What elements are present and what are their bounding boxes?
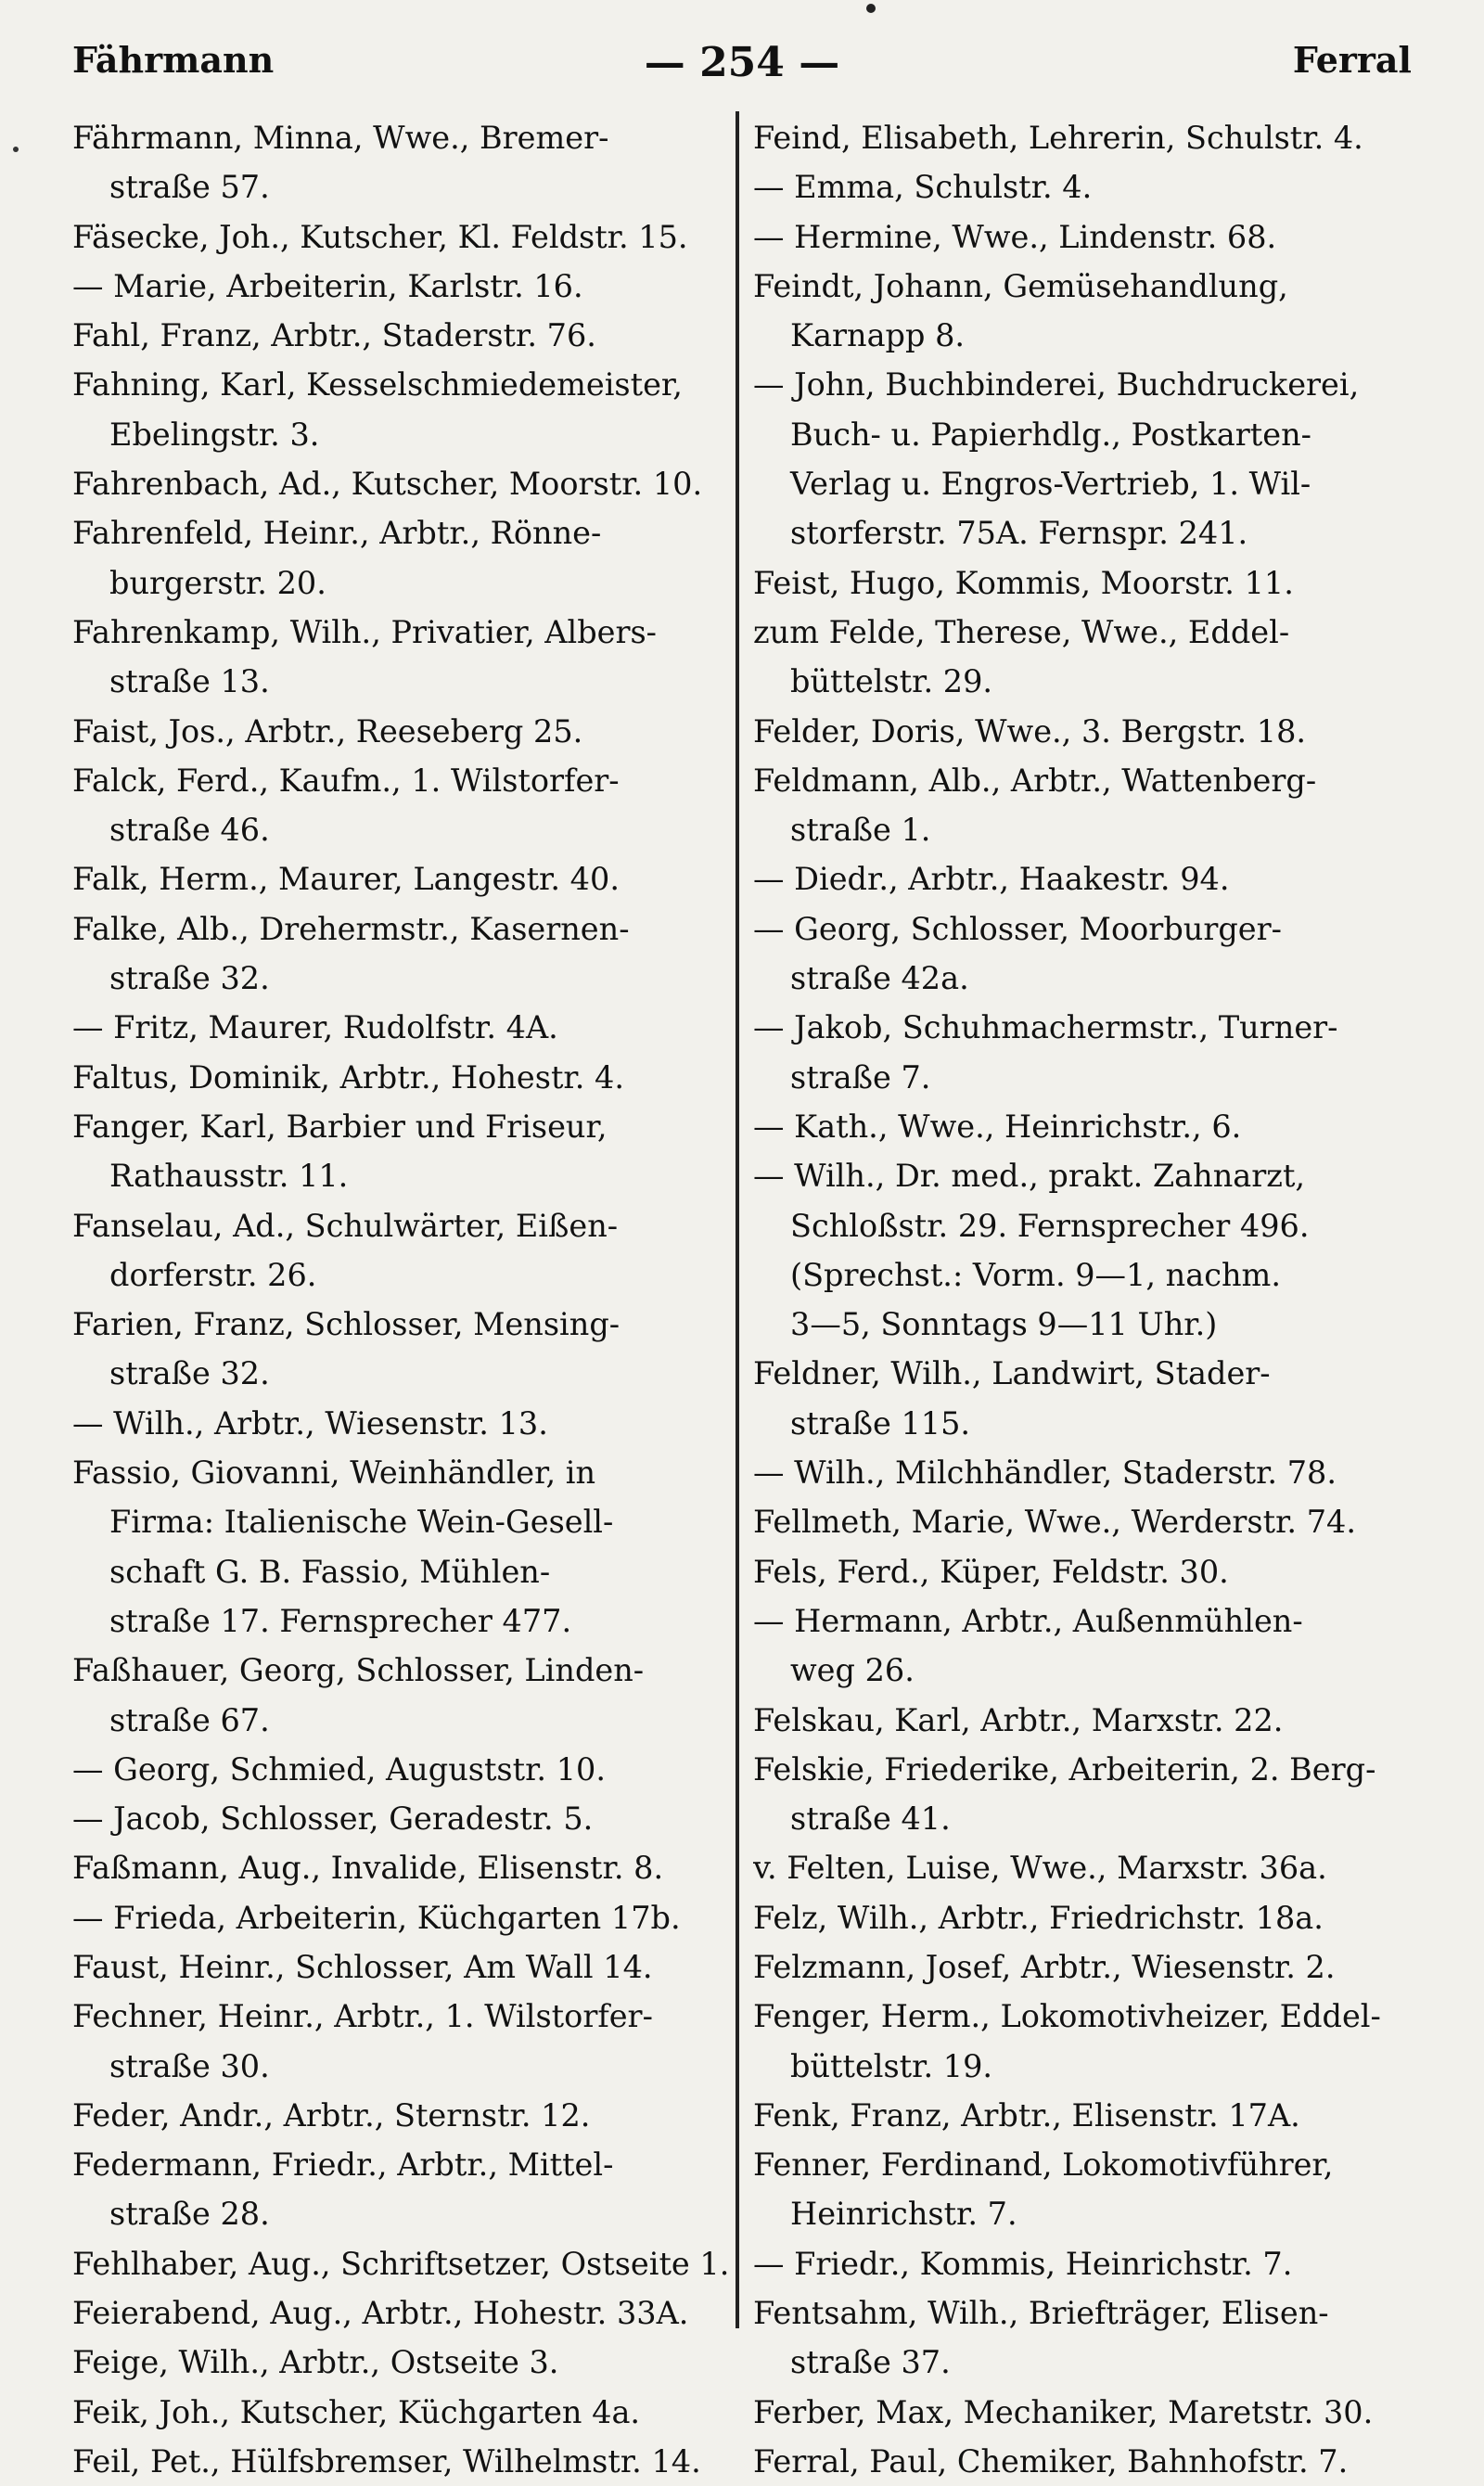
- entry-line: — Friedr., Kommis, Heinrichstr. 7.: [753, 2245, 1293, 2282]
- entry-line: — Emma, Schulstr. 4.: [753, 169, 1093, 206]
- directory-entry: [72, 756, 731, 855]
- entry-line: Fellmeth, Marie, Wwe., Werderstr. 74.: [753, 1504, 1356, 1541]
- directory-entry: [72, 1448, 731, 1646]
- entry-line: — Jacob, Schlosser, Geradestr. 5.: [72, 1800, 594, 1838]
- directory-entry: [72, 2338, 731, 2387]
- entry-continuation-line: straße 46.: [109, 812, 270, 849]
- entry-line: Felder, Doris, Wwe., 3. Bergstr. 18.: [753, 712, 1307, 750]
- directory-entry: [72, 360, 731, 459]
- directory-entry: [753, 1596, 1412, 1696]
- directory-entry: [72, 2239, 731, 2288]
- entry-line: Ferral, Paul, Chemiker, Bahnhofstr. 7.: [753, 2442, 1349, 2480]
- directory-entry: [72, 904, 731, 1004]
- directory-entry: [72, 1003, 731, 1052]
- entry-line: Felskie, Friederike, Arbeiterin, 2. Berg-: [753, 1750, 1376, 1788]
- entry-line: Farien, Franz, Schlosser, Mensing-: [72, 1306, 620, 1343]
- directory-entry: [72, 1300, 731, 1399]
- directory-entry: [753, 2239, 1412, 2288]
- entry-continuation-line: straße 32.: [109, 960, 270, 997]
- entry-continuation-line: Schloßstr. 29. Fernsprecher 496.: [790, 1207, 1310, 1244]
- directory-entry: [753, 1102, 1412, 1151]
- entry-continuation-line: büttelstr. 29.: [790, 663, 993, 700]
- directory-entry: [753, 2288, 1412, 2388]
- directory-entry: [72, 1794, 731, 1843]
- margin-mark: [13, 147, 19, 152]
- entry-continuation-line: straße 41.: [790, 1800, 951, 1838]
- entry-line: — Wilh., Dr. med., prakt. Zahnarzt,: [753, 1158, 1306, 1195]
- entry-line: Fels, Ferd., Küper, Feldstr. 30.: [753, 1553, 1229, 1590]
- directory-entry: [72, 2140, 731, 2239]
- entry-line: Ferber, Max, Mechaniker, Maretstr. 30.: [753, 2393, 1374, 2430]
- entry-line: — Hermann, Arbtr., Außenmühlen-: [753, 1602, 1303, 1639]
- page-number: — 254 —: [644, 39, 840, 86]
- directory-entry: [72, 508, 731, 608]
- directory-entry: [753, 1003, 1412, 1102]
- directory-entry: [753, 854, 1412, 903]
- directory-entry: [753, 162, 1412, 211]
- entry-line: Fahning, Karl, Kesselschmiedemeister,: [72, 366, 683, 404]
- entry-line: Federmann, Friedr., Arbtr., Mittel-: [72, 2146, 614, 2184]
- ink-dot: [866, 4, 876, 13]
- entry-continuation-line: Rathausstr. 11.: [109, 1158, 349, 1195]
- entry-continuation-line: straße 17. Fernsprecher 477.: [109, 1602, 572, 1639]
- directory-entry: [753, 1547, 1412, 1596]
- entry-line: v. Felten, Luise, Wwe., Marxstr. 36a.: [753, 1850, 1327, 1887]
- entry-line: Felzmann, Josef, Arbtr., Wiesenstr. 2.: [753, 1948, 1336, 1985]
- entry-continuation-line: Ebelingstr. 3.: [109, 416, 320, 453]
- directory-entry: [753, 212, 1412, 262]
- entry-line: Felz, Wilh., Arbtr., Friedrichstr. 18a.: [753, 1899, 1324, 1936]
- entry-continuation-line: straße 67.: [109, 1701, 270, 1738]
- entry-line: Feil, Pet., Hülfsbremser, Wilhelmstr. 14.: [72, 2442, 701, 2480]
- entry-line: Feder, Andr., Arbtr., Sternstr. 12.: [72, 2096, 591, 2134]
- directory-entry: [72, 707, 731, 756]
- entry-line: Feind, Elisabeth, Lehrerin, Schulstr. 4.: [753, 120, 1363, 156]
- entry-continuation-line: Buch- u. Papierhdlg., Postkarten-: [790, 416, 1311, 453]
- directory-entry: [72, 1646, 731, 1745]
- directory-entry: [753, 2091, 1412, 2140]
- entry-continuation-line: (Sprechst.: Vorm. 9—1, nachm.: [790, 1256, 1281, 1293]
- entry-line: Falke, Alb., Drehermstr., Kasernen-: [72, 910, 630, 947]
- directory-entry: [753, 1497, 1412, 1546]
- directory-entry: [72, 262, 731, 311]
- column-divider: [736, 111, 739, 2328]
- entry-line: zum Felde, Therese, Wwe., Eddel-: [753, 613, 1290, 650]
- entry-continuation-line: straße 30.: [109, 2047, 270, 2084]
- entry-continuation-line: Verlag u. Engros-Vertrieb, 1. Wil-: [790, 466, 1311, 503]
- directory-entry: [753, 608, 1412, 707]
- directory-entry: [753, 1942, 1412, 1992]
- entry-line: Fährmann, Minna, Wwe., Bremer-: [72, 120, 609, 156]
- directory-entry: [72, 1745, 731, 1794]
- header-first-name: Fährmann: [72, 39, 275, 81]
- directory-entry: [753, 360, 1412, 557]
- directory-entry: [753, 1745, 1412, 1844]
- entry-continuation-line: Heinrichstr. 7.: [790, 2196, 1017, 2233]
- entry-line: Feik, Joh., Kutscher, Küchgarten 4a.: [72, 2393, 641, 2430]
- entry-line: Feige, Wilh., Arbtr., Ostseite 3.: [72, 2344, 559, 2381]
- directory-entry: [72, 113, 731, 212]
- directory-entry: [753, 2140, 1412, 2239]
- entry-continuation-line: straße 28.: [109, 2196, 270, 2233]
- entry-line: — John, Buchbinderei, Buchdruckerei,: [753, 366, 1360, 404]
- directory-entry: [72, 459, 731, 508]
- entry-continuation-line: büttelstr. 19.: [790, 2047, 993, 2084]
- entry-line: Faist, Jos., Arbtr., Reeseberg 25.: [72, 712, 583, 750]
- entry-line: Fahl, Franz, Arbtr., Staderstr. 76.: [72, 317, 596, 354]
- directory-entry: [72, 1942, 731, 1992]
- entry-continuation-line: straße 13.: [109, 663, 270, 700]
- directory-entry: [753, 1349, 1412, 1448]
- entry-line: — Marie, Arbeiterin, Karlstr. 16.: [72, 267, 583, 304]
- entry-line: — Wilh., Milchhändler, Staderstr. 78.: [753, 1454, 1337, 1492]
- directory-entry: [753, 113, 1412, 162]
- directory-entry: [72, 854, 731, 903]
- directory-entry: [72, 2288, 731, 2338]
- directory-entry: [753, 756, 1412, 855]
- page-header: [0, 39, 1484, 95]
- entry-continuation-line: straße 32.: [109, 1355, 270, 1392]
- entry-line: Falk, Herm., Maurer, Langestr. 40.: [72, 861, 620, 898]
- entry-line: Faust, Heinr., Schlosser, Am Wall 14.: [72, 1948, 653, 1985]
- entry-line: Feindt, Johann, Gemüsehandlung,: [753, 267, 1288, 304]
- entry-line: — Jakob, Schuhmachermstr., Turner-: [753, 1009, 1338, 1046]
- entry-line: Feist, Hugo, Kommis, Moorstr. 11.: [753, 564, 1294, 601]
- directory-entry: [753, 1151, 1412, 1349]
- entry-line: Feierabend, Aug., Arbtr., Hohestr. 33A.: [72, 2295, 689, 2332]
- entry-line: Fahrenkamp, Wilh., Privatier, Albers-: [72, 613, 658, 650]
- entry-continuation-line: straße 1.: [790, 812, 931, 849]
- entry-continuation-line: 3—5, Sonntags 9—11 Uhr.): [790, 1306, 1218, 1343]
- entry-line: Fehlhaber, Aug., Schriftsetzer, Ostseite 1.: [72, 2245, 730, 2282]
- entry-continuation-line: storferstr. 75A. Fernspr. 241.: [790, 515, 1248, 552]
- directory-entry: [753, 2388, 1412, 2437]
- directory-entry: [72, 1201, 731, 1301]
- entry-line: — Frieda, Arbeiterin, Küchgarten 17b.: [72, 1899, 681, 1936]
- entry-line: Faltus, Dominik, Arbtr., Hohestr. 4.: [72, 1058, 625, 1096]
- entry-continuation-line: straße 42a.: [790, 960, 969, 997]
- entry-continuation-line: straße 37.: [790, 2344, 951, 2381]
- directory-entry: [753, 1696, 1412, 1745]
- directory-entry: [753, 1893, 1412, 1942]
- right-column: [753, 113, 1412, 2486]
- directory-entry: [753, 262, 1412, 361]
- entry-line: Fenger, Herm., Lokomotivheizer, Eddel-: [753, 1998, 1381, 2035]
- entry-line: — Diedr., Arbtr., Haakestr. 94.: [753, 861, 1230, 898]
- entry-continuation-line: straße 7.: [790, 1058, 931, 1096]
- entry-continuation-line: dorferstr. 26.: [109, 1256, 317, 1293]
- entry-line: — Hermine, Wwe., Lindenstr. 68.: [753, 218, 1277, 255]
- entry-continuation-line: weg 26.: [790, 1652, 915, 1689]
- left-column: [72, 113, 731, 2486]
- directory-entry: [72, 1102, 731, 1201]
- directory-entry: [72, 311, 731, 360]
- entry-line: Fahrenbach, Ad., Kutscher, Moorstr. 10.: [72, 466, 703, 503]
- directory-entry: [72, 212, 731, 262]
- entry-continuation-line: Firma: Italienische Wein-Gesell-: [109, 1504, 614, 1541]
- directory-entry: [72, 1992, 731, 2091]
- directory-entry: [753, 1448, 1412, 1497]
- entry-line: — Georg, Schmied, Auguststr. 10.: [72, 1750, 606, 1788]
- entry-line: Fechner, Heinr., Arbtr., 1. Wilstorfer-: [72, 1998, 653, 2035]
- entry-line: Fentsahm, Wilh., Briefträger, Elisen-: [753, 2295, 1329, 2332]
- entry-line: Fäsecke, Joh., Kutscher, Kl. Feldstr. 15.: [72, 218, 688, 255]
- entry-line: Felskau, Karl, Arbtr., Marxstr. 22.: [753, 1701, 1284, 1738]
- directory-entry: [72, 2388, 731, 2437]
- entry-line: Faßmann, Aug., Invalide, Elisenstr. 8.: [72, 1850, 664, 1887]
- directory-entry: [753, 707, 1412, 756]
- entry-line: Feldner, Wilh., Landwirt, Stader-: [753, 1355, 1271, 1392]
- entry-line: — Wilh., Arbtr., Wiesenstr. 13.: [72, 1404, 548, 1442]
- entry-line: Fenk, Franz, Arbtr., Elisenstr. 17A.: [753, 2096, 1300, 2134]
- entry-line: Fahrenfeld, Heinr., Arbtr., Rönne-: [72, 515, 602, 552]
- directory-entry: [72, 2091, 731, 2140]
- entry-continuation-line: Karnapp 8.: [790, 317, 966, 354]
- directory-entry: [753, 1843, 1412, 1892]
- directory-entry: [753, 558, 1412, 608]
- entry-continuation-line: straße 57.: [109, 169, 270, 206]
- directory-entry: [72, 1053, 731, 1102]
- directory-entry: [72, 608, 731, 707]
- entry-line: Fanselau, Ad., Schulwärter, Eißen-: [72, 1207, 619, 1244]
- header-last-name: Ferral: [1292, 39, 1412, 81]
- entry-line: — Fritz, Maurer, Rudolfstr. 4A.: [72, 1009, 558, 1046]
- directory-entry: [753, 1992, 1412, 2091]
- entry-line: Fenner, Ferdinand, Lokomotivführer,: [753, 2146, 1334, 2184]
- directory-entry: [72, 1843, 731, 1892]
- entry-line: Falck, Ferd., Kaufm., 1. Wilstorfer-: [72, 762, 620, 799]
- entry-line: Fanger, Karl, Barbier und Friseur,: [72, 1108, 608, 1145]
- entry-line: Feldmann, Alb., Arbtr., Wattenberg-: [753, 762, 1317, 799]
- entry-continuation-line: straße 115.: [790, 1404, 971, 1442]
- entry-line: — Kath., Wwe., Heinrichstr., 6.: [753, 1108, 1242, 1145]
- directory-entry: [72, 1893, 731, 1942]
- directory-entry: [72, 1399, 731, 1448]
- entry-line: — Georg, Schlosser, Moorburger-: [753, 910, 1282, 947]
- entry-continuation-line: burgerstr. 20.: [109, 564, 326, 601]
- entry-continuation-line: schaft G. B. Fassio, Mühlen-: [109, 1553, 551, 1590]
- directory-entry: [753, 904, 1412, 1004]
- entry-line: Fassio, Giovanni, Weinhändler, in: [72, 1454, 596, 1492]
- entry-line: Faßhauer, Georg, Schlosser, Linden-: [72, 1652, 645, 1689]
